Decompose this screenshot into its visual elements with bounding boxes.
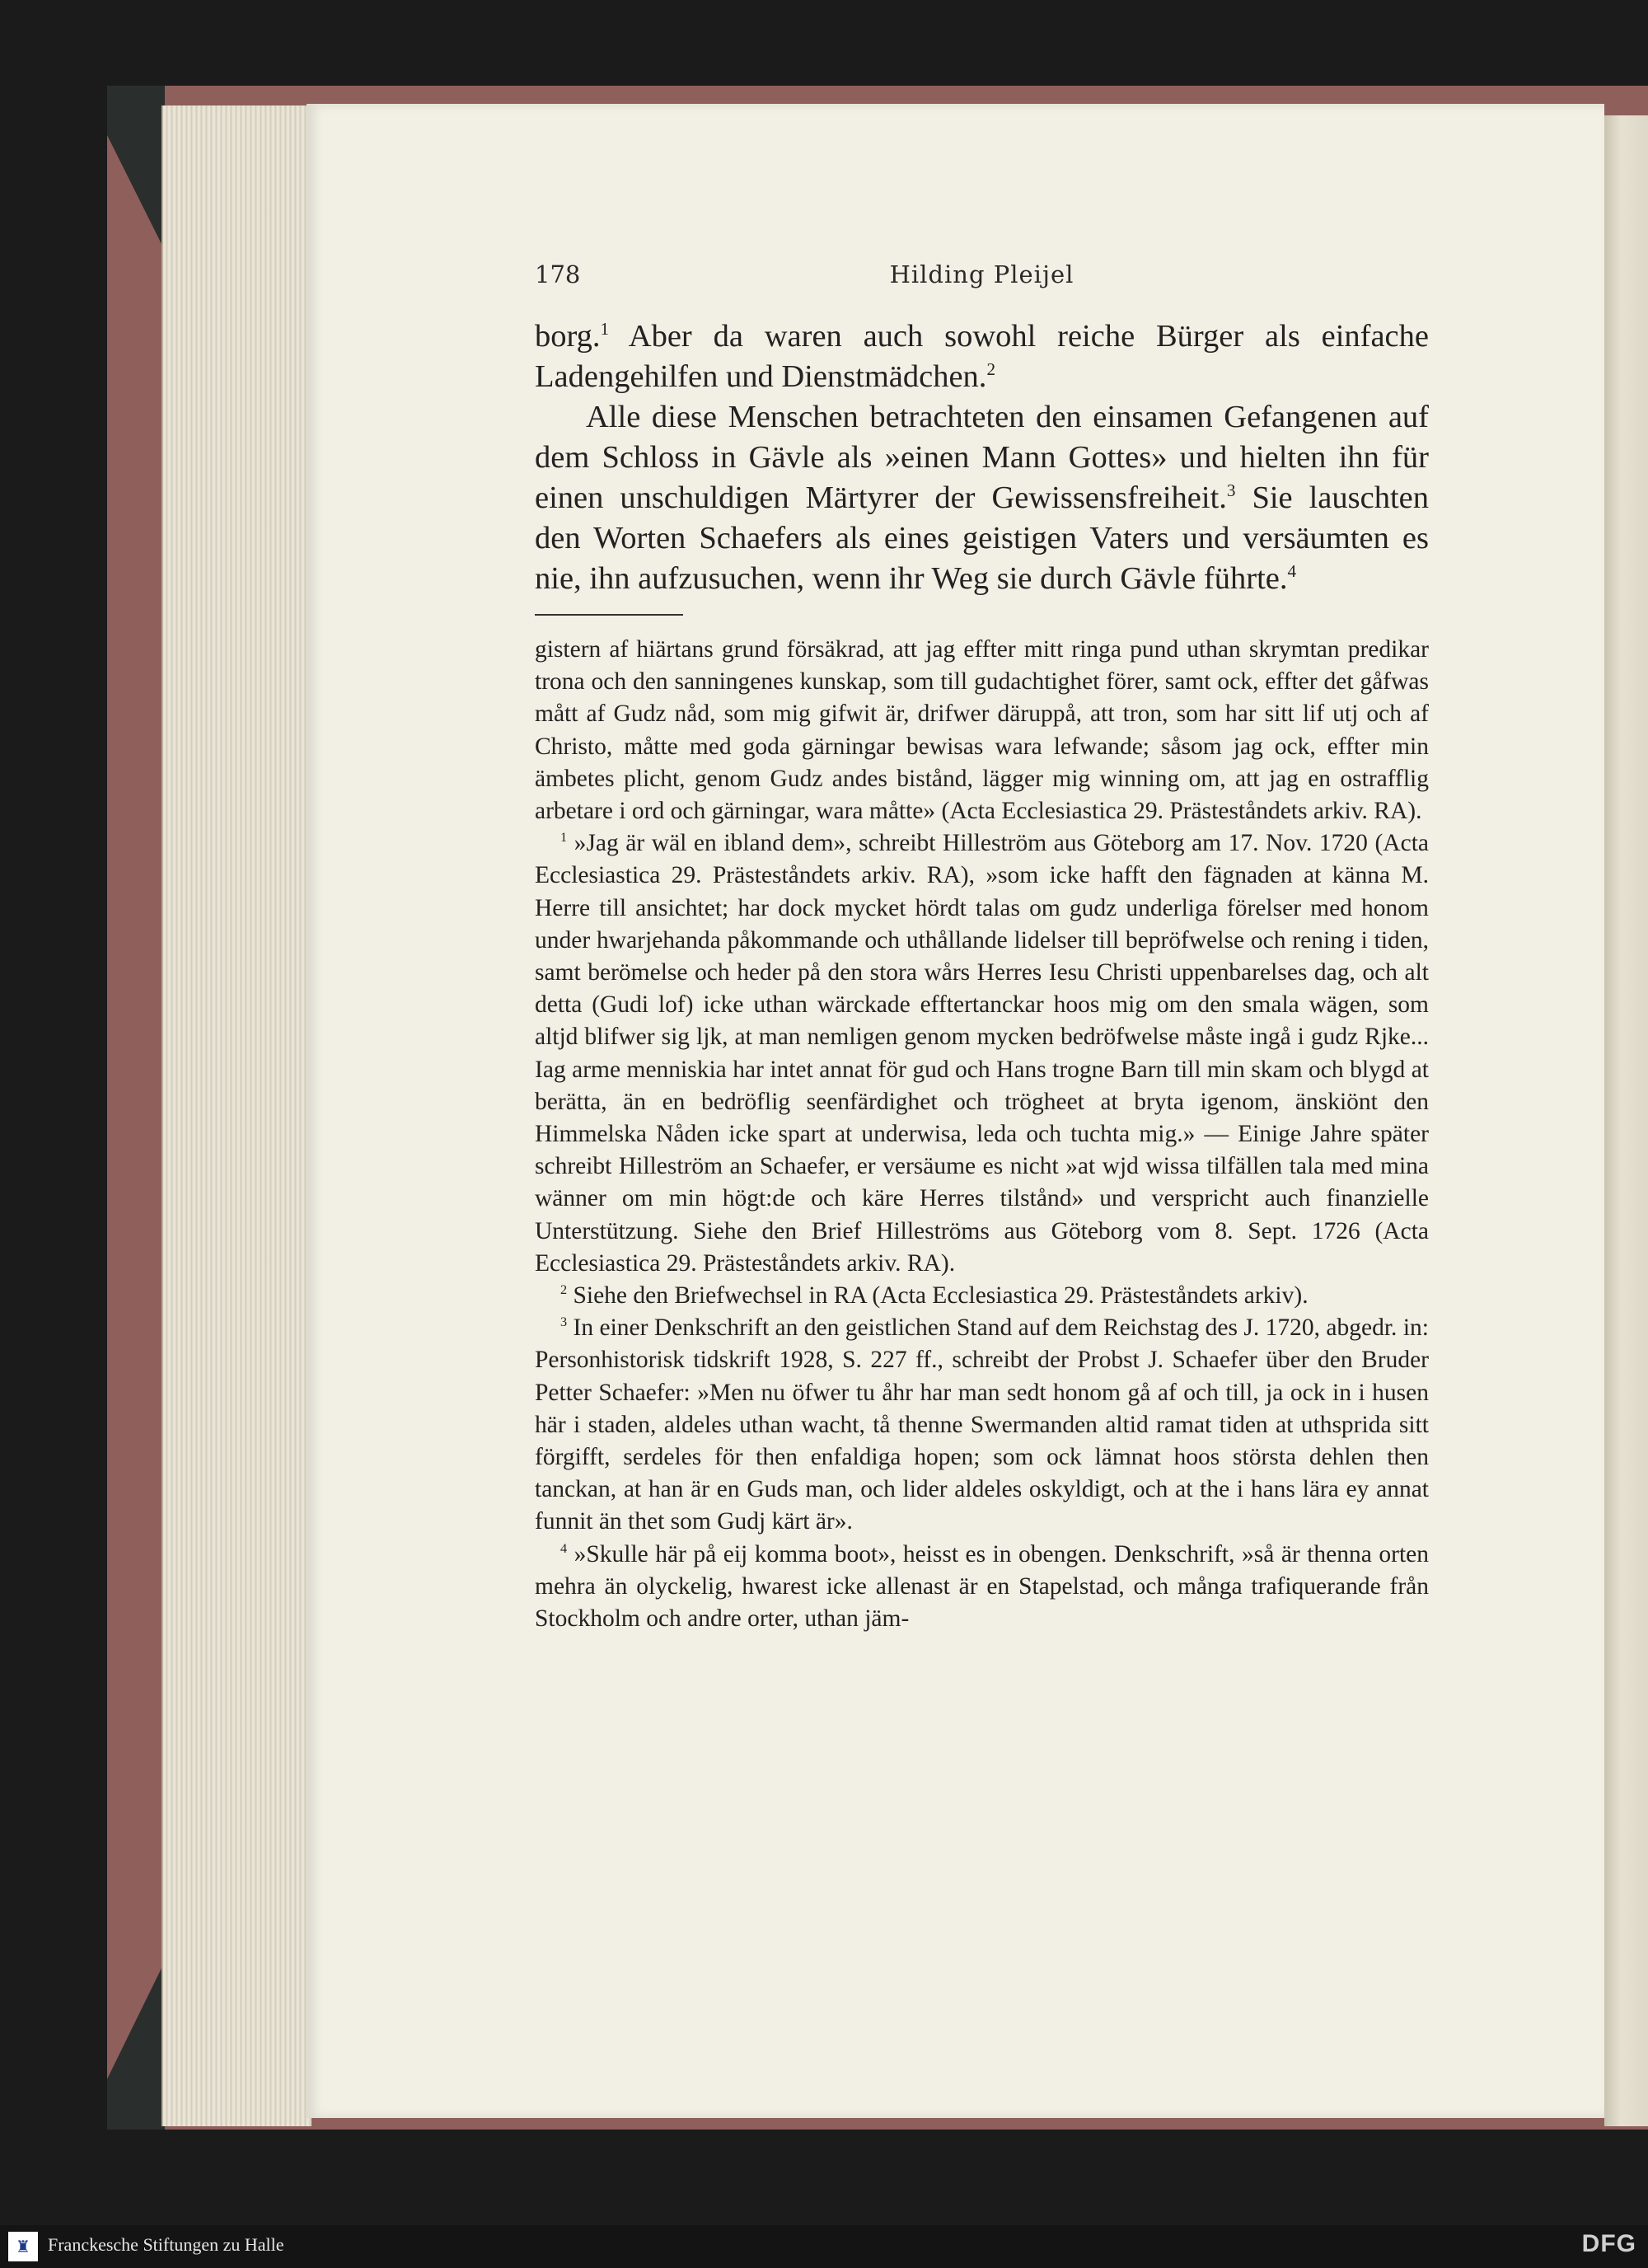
running-header — [535, 260, 1429, 293]
footnote-ref-2: 2 — [986, 359, 996, 380]
institution-name: Franckesche Stiftungen zu Halle — [48, 2234, 284, 2255]
footnote-4: $^4$ »Skulle här på eij komma boot», heisst es in obengen. Denkschrift, »så är thenna orten mehra än olyckelig, hwarest icke allenast är en Stapelstad, och många trafiquerande från Stockholm och andre orter, uthan jäm- — [535, 1540, 1429, 1633]
institution-logo-icon: ♜ — [8, 2232, 38, 2261]
funder-logo: DFG — [1581, 2230, 1636, 2257]
page-edges — [162, 105, 311, 2126]
footnote-1: $^1$ »Jag är wäl en ibland dem», schreibt Hilleström aus Göteborg am 17. Nov. 1720 (Acta Ecclesiastica 29. Prästeståndets arkiv. RA), »som icke hafft den fägnaden at känna M. Herre till ansichtet; har dock mycket hördt talas om gudz underliga förelser med honom under hwarjehanda påkommande och uthållande lidelser till bepröfwelse och rening i tiden, samt berömelse och heder på den stora wårs Herres Iesu Christi uppenbarelses dag, och alt detta (Gudi lof) icke uthan wärckade efftertanckar hoos mig om den smala wägen, som altjd blifwer sig ljk, at man nemligen genom mycken bedröfwelse måste ingå i gudz Rjke... Iag arme menniskia har intet annat för gud och Hans trogne Barn till min skam och blygd at berätta, än en bedröflig seenfärdighet och trögheet at bryta igenom, änskiönt den Himmelska Nåden icke spart at underwisa, leda och tuchta mig.» — Einige Jahre später schreibt Hilleström an Schaefer, er versäume es nicht »at wjd wissa tilfällen tala med mina wänner om min högt:de och käre Herres tilstånd» und verspricht auch finanzielle Unterstützung. Siehe den Brief Hilleströms aus Göteborg vom 8. Sept. 1726 (Acta Ecclesiastica 29. Prästeståndets arkiv. RA). — [535, 830, 1429, 1277]
footnote-3: $^3$ In einer Denkschrift an den geistlichen Stand auf dem Reichstag des J. 1720, abgedr. in: Personhistorisk tidskrift 1928, S. 227 ff., schreibt der Probst J. Schaefer über den Bruder Petter Schaefer: »Men nu öfwer tu åhr har man sedt honom gå af och till, ja ock in i husen här i staden, aldeles uthan wacht, tå thenne Swermanden altid ramat tiden at uthsprida sitt förgifft, serdeles för then enfaldiga hopen; som ock lämnat hoos största dehlen then tanckan, at han är en Guds man, och lider aldeles oskyldigt, och at the i hans lära ey annat funnit än thet som Gudj kärt är». — [535, 1314, 1429, 1535]
page-number: 178 — [535, 260, 581, 288]
footnote-continuation: gistern af hiärtans grund försäkrad, att jag effter mitt ringa pund uthan skrymtan predikar trona och den sanningenes kunskap, som till gudachtighet förer, samt ock, effter det gåfwas mått af Gudz nåd, som mig gifwit är, drifwer däruppå, att tron, som har sitt lif utj och af Christo, måtte med goda gärningar bewisas wara lefwande; såsom jag ock, effter min ämbetes plicht, genom Gudz andes bistånd, lägger mig winning om, att jag en ostrafflig arbetare i ord och gärningar, wara måtte» (Acta Ecclesiastica 29. Prästeståndets arkiv. RA). — [535, 636, 1429, 825]
footnote-ref-4: 4 — [1287, 561, 1297, 582]
paragraph-1: borg.$^1$ Aber da waren auch sowohl reiche Bürger als einfache Ladengehilfen und Dienstmädchen.$^2$ — [535, 319, 1429, 394]
footnote-2: $^2$ Siehe den Briefwechsel in RA (Acta Ecclesiastica 29. Prästeståndets arkiv). — [560, 1282, 1309, 1310]
footnotes — [535, 634, 1429, 1635]
paragraph-2: Alle diese Menschen betrachteten den einsamen Gefangenen auf dem Schloss in Gävle als »einen Mann Gottes» und hielten ihn für einen unschuldigen Märtyrer der Gewissensfreiheit.$^3$ Sie lauschten den Worten Schaefers als eines geistigen Vaters und versäumten es nie, ihn aufzusuchen, wenn ihr Weg sie durch Gävle führte.$^4$ — [535, 400, 1429, 596]
facing-page-edge — [1604, 115, 1648, 2126]
footnote-divider — [535, 614, 683, 616]
main-text — [535, 316, 1429, 599]
running-title: Hilding Pleijel — [889, 260, 1074, 288]
footnote-ref-3: 3 — [1226, 480, 1236, 501]
footnote-ref-1: 1 — [600, 319, 610, 340]
